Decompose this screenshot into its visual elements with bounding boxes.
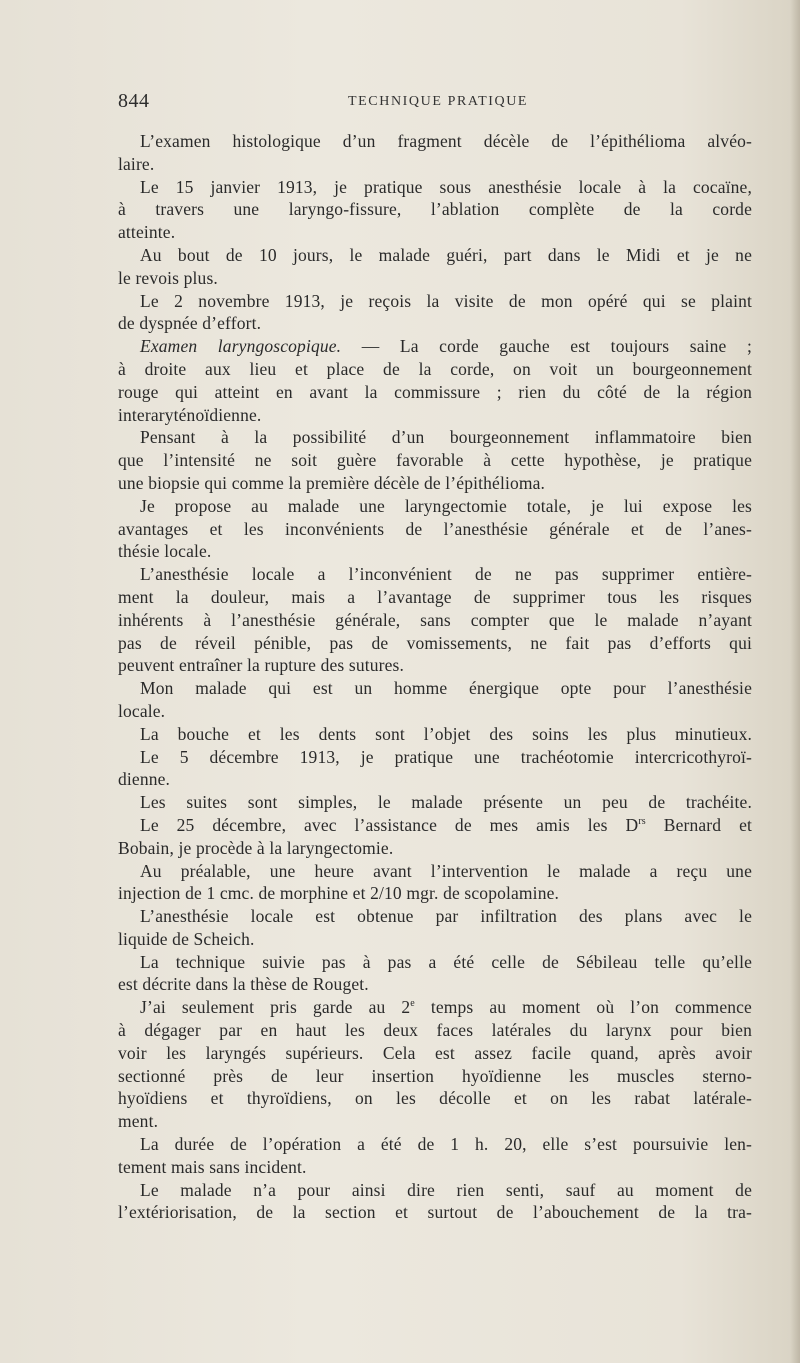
text-line: sectionné près de leur insertion hyoïdienne les muscles sterno- — [118, 1065, 752, 1086]
text-line: liquide de Scheich. — [118, 928, 255, 949]
text-line: La technique suivie pas à pas a été celle de Sébileau telle qu’elle — [140, 951, 752, 972]
text-line: à dégager par en haut les deux faces latérales du larynx pour bien — [118, 1020, 752, 1041]
text-line: L’anesthésie locale a l’inconvénient de ne pas supprimer entière- — [140, 564, 752, 585]
page-header — [118, 90, 752, 114]
running-head: TECHNIQUE PRATIQUE — [348, 94, 529, 109]
exam-title: Examen laryngoscopique. — [140, 336, 342, 357]
text-line: Le 2 novembre 1913, je reçois la visite de mon opéré qui se plaint — [140, 290, 752, 311]
text-line: peuvent entraîner la rupture des sutures. — [118, 655, 405, 676]
text-line: Au préalable, une heure avant l’intervention le malade a reçu une — [140, 860, 752, 881]
text-line: tement mais sans incident. — [118, 1156, 307, 1177]
superscript-rs: rs — [638, 816, 646, 828]
text-line: Le 5 décembre 1913, je pratique une trachéotomie intercricothyroï- — [140, 746, 752, 767]
text-line: à droite aux lieu et place de la corde, on voit un bourgeonnement — [118, 358, 752, 379]
text-line: L’anesthésie locale est obtenue par infiltration des plans avec le — [140, 906, 752, 927]
text-line: Les suites sont simples, le malade présente un peu de trachéite. — [140, 792, 752, 813]
page-number: 844 — [118, 90, 150, 112]
text-line: voir les laryngés supérieurs. Cela est assez facile quand, après avoir — [118, 1042, 752, 1063]
dec25-text: Le 25 décembre, avec l’assistance de mes amis les D — [140, 814, 639, 835]
text-line — [118, 335, 752, 358]
page-edge-shadow — [790, 0, 800, 1363]
text-line: La bouche et les dents sont l’objet des soins les plus minutieux. — [140, 723, 752, 744]
exam-text: — La corde gauche est toujours saine ; — [361, 336, 752, 357]
text-line: Bobain, je procède à la laryngectomie. — [118, 837, 394, 858]
text-line: est décrite dans la thèse de Rouget. — [118, 974, 369, 995]
text-line: Le 15 janvier 1913, je pratique sous anesthésie locale à la cocaïne, — [140, 176, 752, 197]
text-line: injection de 1 cmc. de morphine et 2/10 mgr. de scopolamine. — [118, 883, 560, 904]
text-line: Pensant à la possibilité d’un bourgeonnement inflammatoire bien — [140, 427, 752, 448]
body-text — [118, 130, 752, 1224]
text-line: atteinte. — [118, 222, 176, 243]
text-line: ment. — [118, 1111, 159, 1132]
text-line: inhérents à l’anesthésie générale, sans compter que le malade n’ayant — [118, 609, 752, 630]
text-line: à travers une laryngo-fissure, l’ablation complète de la corde — [118, 199, 752, 220]
care-rest: temps au moment où l’on commence — [430, 997, 752, 1018]
text-line: l’extériorisation, de la section et surtout de l’abouchement de la tra- — [118, 1202, 752, 1223]
superscript-e: e — [410, 998, 415, 1010]
text-line: le revois plus. — [118, 267, 218, 288]
text-line: ment la douleur, mais a l’avantage de supprimer tous les risques — [118, 586, 752, 607]
text-line: Je propose au malade une laryngectomie totale, je lui expose les — [140, 495, 752, 516]
text-line: avantages et les inconvénients de l’anesthésie générale et de l’anes- — [118, 518, 752, 539]
dec25-names: Bernard et — [663, 814, 752, 835]
text-line: interaryténoïdienne. — [118, 404, 262, 425]
text-line: de dyspnée d’effort. — [118, 313, 262, 334]
text-line: laire. — [118, 153, 155, 174]
text-line: rouge qui atteint en avant la commissure ; rien du côté de la région — [118, 381, 752, 402]
text-line: dienne. — [118, 769, 171, 790]
text-line: une biopsie qui comme la première décèle de l’épithélioma. — [118, 472, 546, 493]
text-line: locale. — [118, 700, 166, 721]
text-line: Mon malade qui est un homme énergique opte pour l’anesthésie — [140, 678, 752, 699]
text-line: La durée de l’opération a été de 1 h. 20, elle s’est poursuivie len- — [140, 1134, 752, 1155]
care-text: J’ai seulement pris garde au 2 — [140, 997, 411, 1018]
text-line: pas de réveil pénible, pas de vomissements, ne fait pas d’efforts qui — [118, 632, 752, 653]
text-line: L’examen histologique d’un fragment décèle de l’épithélioma alvéo- — [140, 131, 752, 151]
text-line: hyoïdiens et thyroïdiens, on les décolle et on les rabat latérale- — [118, 1088, 752, 1109]
text-line: Au bout de 10 jours, le malade guéri, part dans le Midi et je ne — [140, 244, 752, 265]
text-line — [118, 996, 752, 1019]
text-line: Le malade n’a pour ainsi dire rien senti, sauf au moment de — [140, 1179, 752, 1200]
text-line: que l’intensité ne soit guère favorable à cette hypothèse, je pratique — [118, 450, 752, 471]
text-line — [118, 814, 752, 837]
text-line: thésie locale. — [118, 541, 212, 562]
